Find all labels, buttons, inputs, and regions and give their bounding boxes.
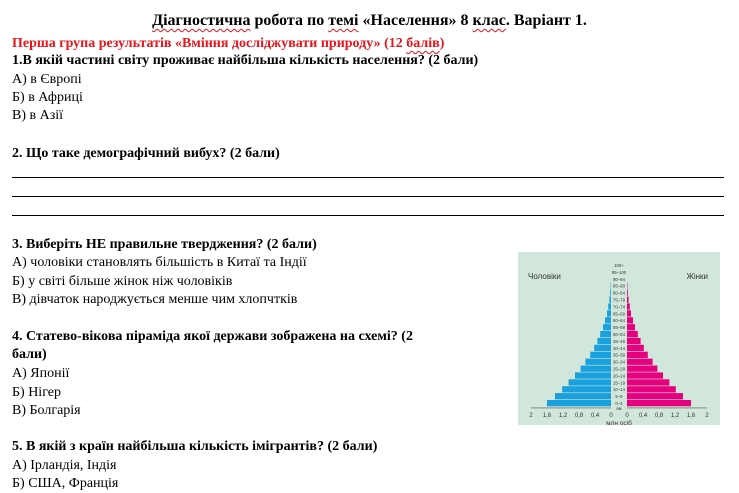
age-group-label: 70–74	[613, 304, 626, 309]
male-bar	[569, 379, 611, 385]
group-heading-wavy: балів	[406, 36, 439, 51]
answer-line-1	[12, 177, 724, 178]
age-axis-unit: вік	[616, 406, 621, 411]
female-bar	[627, 338, 641, 344]
answer-line-2	[12, 196, 724, 197]
female-bar	[627, 290, 628, 296]
age-group-label: 40–44	[613, 346, 626, 351]
group-heading	[12, 35, 444, 53]
x-tick-label-left: 0,4	[591, 413, 600, 419]
female-label: Жінки	[686, 272, 708, 281]
question-4-line-2: бали)	[12, 346, 47, 364]
title-part: темі	[328, 12, 358, 29]
female-bar	[627, 400, 691, 406]
question-4-option-a: А) Японії	[12, 365, 69, 383]
age-group-label: 10–14	[613, 387, 626, 392]
age-group-label: 0–4	[615, 401, 623, 406]
male-bar	[581, 366, 611, 372]
x-tick-label-left: 0,8	[575, 413, 584, 419]
x-tick-label-right: 1,6	[687, 413, 696, 419]
question-1-option-a: А) в Європі	[12, 71, 82, 89]
question-1: 1.В якій частині світу проживає найбільша кількість населення? (2 бали)	[12, 52, 478, 70]
male-bar	[585, 359, 611, 365]
x-tick-label-left: 0	[609, 413, 613, 419]
question-5: 5. В якій з країн найбільша кількість імігрантів? (2 бали)	[12, 438, 377, 456]
answer-line-3	[12, 215, 724, 216]
age-group-label: 30–34	[613, 360, 626, 365]
female-bar	[627, 317, 633, 323]
age-group-label: 15–19	[613, 380, 626, 385]
male-bar	[609, 297, 611, 303]
x-tick-label-left: 1,6	[543, 413, 552, 419]
female-bar	[627, 297, 629, 303]
female-bar	[627, 372, 663, 378]
female-bar	[627, 386, 676, 392]
question-3-option-c: В) дівчаток народжується менше чим хлопчтків	[12, 291, 297, 309]
x-tick-label-left: 1,2	[559, 413, 568, 419]
male-bar	[608, 303, 611, 309]
male-bar	[562, 386, 611, 392]
question-5-option-a: А) Ірландія, Індія	[12, 457, 117, 475]
male-bar	[597, 338, 611, 344]
male-bar	[603, 324, 611, 330]
question-1-option-b: Б) в Африці	[12, 89, 83, 107]
age-group-label: 60–64	[613, 318, 626, 323]
male-label: Чоловіки	[528, 272, 561, 281]
group-heading-text: Перша група результатів «Вміння досліджувати природу» (12	[12, 36, 406, 51]
question-5-option-b: Б) США, Франція	[12, 475, 118, 493]
female-bar	[627, 345, 644, 351]
age-group-label: 55–59	[613, 325, 626, 330]
age-group-label: 50–54	[613, 332, 626, 337]
male-bar	[607, 310, 611, 316]
male-bar	[547, 400, 611, 406]
question-3: 3. Виберіть НЕ правильне твердження? (2 бали)	[12, 236, 317, 254]
page-title	[0, 12, 739, 30]
female-bar	[627, 303, 630, 309]
title-part: «Населення» 8	[359, 12, 473, 29]
title-part: Діагностична	[152, 12, 250, 29]
x-axis-label: млн осіб	[606, 419, 632, 425]
x-tick-label-right: 0,8	[655, 413, 664, 419]
question-3-option-b: Б) у світі більше жінок ніж чоловіків	[12, 273, 232, 291]
female-bar	[627, 366, 657, 372]
x-tick-label-right: 0	[625, 413, 629, 419]
title-part: робота по	[250, 12, 328, 29]
group-heading-end: )	[440, 36, 445, 51]
age-group-label: 80–84	[613, 291, 626, 296]
x-tick-label-right: 0,4	[639, 413, 648, 419]
question-4-option-b: Б) Нігер	[12, 384, 61, 402]
age-group-label: 35–39	[613, 353, 626, 358]
question-4-line-1: 4. Статево-вікова піраміда якої держави зображена на схемі? (2	[12, 328, 413, 346]
male-bar	[600, 331, 611, 337]
male-bar	[555, 393, 611, 399]
female-bar	[627, 352, 648, 358]
age-group-label: 25–29	[613, 367, 626, 372]
question-3-option-a: А) чоловіки становлять більшість в Китаї та Індії	[12, 254, 307, 272]
age-group-label: 20–24	[613, 373, 626, 378]
question-4-option-c: В) Болгарія	[12, 402, 81, 420]
female-bar	[627, 324, 635, 330]
male-bar	[594, 345, 611, 351]
population-pyramid-chart	[518, 252, 720, 425]
age-group-label: 5–9	[615, 394, 623, 399]
female-bar	[627, 310, 631, 316]
age-group-label: 75–79	[613, 298, 626, 303]
male-bar	[575, 372, 611, 378]
question-2: 2. Що таке демографічний вибух? (2 бали)	[12, 145, 280, 163]
x-tick-label-right: 1,2	[671, 413, 680, 419]
female-bar	[627, 331, 638, 337]
age-group-label: 90–94	[613, 277, 626, 282]
age-group-label: 95–100	[612, 270, 627, 275]
age-group-label: 85–90	[613, 284, 626, 289]
female-bar	[627, 379, 669, 385]
question-1-option-c: В) в Азії	[12, 107, 63, 125]
male-bar	[590, 352, 611, 358]
title-part: . Варіант 1.	[506, 12, 587, 29]
title-part: клас	[473, 12, 506, 29]
female-bar	[627, 393, 683, 399]
x-tick-label-right: 2	[705, 413, 709, 419]
male-bar	[605, 317, 611, 323]
female-bar	[627, 359, 653, 365]
age-group-label: 45–49	[613, 339, 626, 344]
male-bar	[610, 290, 611, 296]
x-tick-label-left: 2	[529, 413, 533, 419]
age-group-label: 100+	[614, 263, 624, 268]
age-group-label: 65–69	[613, 311, 626, 316]
